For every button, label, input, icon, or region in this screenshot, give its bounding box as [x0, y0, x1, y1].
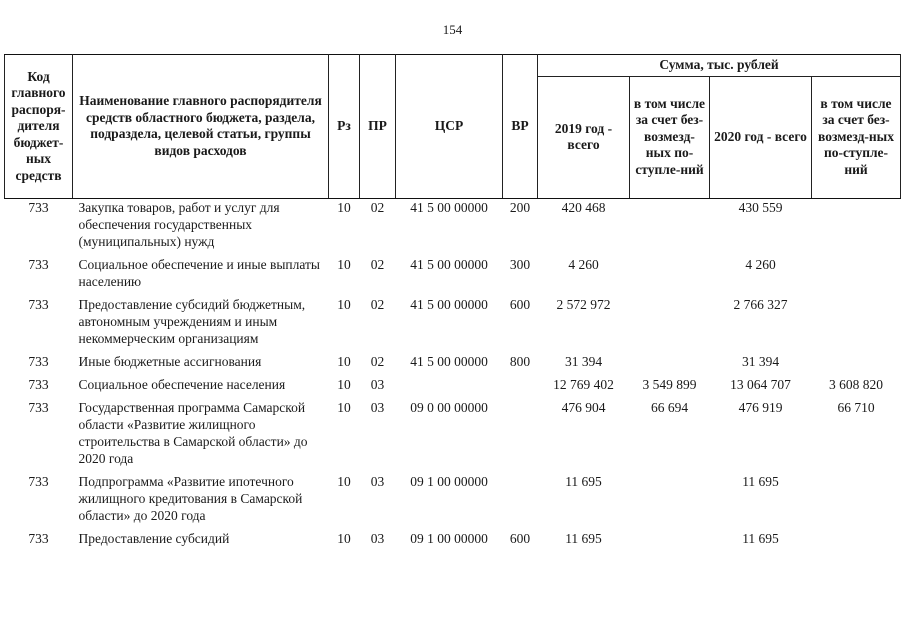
row-2019-free: [630, 198, 710, 256]
row-pr: 03: [370, 473, 385, 489]
row-csr: 41 5 00 00000: [410, 296, 488, 312]
row-2019-total: 11 695: [565, 473, 602, 489]
header-csr: ЦСР: [396, 55, 503, 199]
row-2019-total: 31 394: [564, 353, 603, 369]
row-code: 733: [28, 199, 49, 215]
row-2019-free: 66 694: [650, 399, 689, 415]
row-rz: 10: [337, 353, 351, 369]
row-2020-total: 13 064 707: [730, 376, 791, 392]
row-csr: 41 5 00 00000: [410, 199, 488, 215]
row-2019-total: 420 468: [561, 199, 606, 215]
header-2020-free: в том числе за счет без-возмезд-ных по-ступле-ний: [812, 76, 901, 198]
row-csr: 41 5 00 00000: [410, 353, 488, 369]
row-2020-free: 66 710: [837, 399, 875, 415]
table-row: [5, 353, 901, 376]
row-csr: [396, 376, 503, 399]
row-pr: 03: [370, 376, 385, 392]
row-2020-free: [812, 353, 901, 376]
header-code: Код главного распоря-дителя бюджет-ных средств: [5, 55, 73, 199]
row-vr: 800: [509, 353, 531, 369]
row-name: Предоставление субсидий бюджетным, автономным учреждениям и иным некоммерческим организациям: [78, 296, 306, 346]
row-2020-total: 2 766 327: [733, 296, 788, 312]
row-rz: 10: [337, 473, 351, 489]
row-name: Социальное обеспечение и иные выплаты населению: [78, 256, 320, 289]
row-2020-free: [812, 473, 901, 530]
table-row: [5, 376, 901, 399]
row-code: 733: [28, 296, 49, 312]
row-pr: 03: [370, 530, 385, 546]
row-2020-free: [812, 256, 901, 296]
row-csr: 09 0 00 00000: [410, 399, 488, 415]
row-code: 733: [28, 399, 49, 415]
header-sum: Сумма, тыс. рублей: [538, 55, 901, 77]
row-2020-total: 11 695: [742, 530, 779, 546]
row-2019-total: 12 769 402: [553, 376, 614, 392]
row-pr: 02: [370, 199, 385, 215]
row-name: Закупка товаров, работ и услуг для обеспечения государственных (муниципальных) нужд: [78, 199, 280, 249]
row-2020-free: 3 608 820: [829, 376, 883, 392]
row-2020-total: 4 260: [745, 256, 776, 272]
row-vr: 200: [509, 199, 531, 215]
row-rz: 10: [337, 376, 351, 392]
header-vr: ВР: [503, 55, 538, 199]
row-code: 733: [28, 530, 49, 546]
row-name: Государственная программа Самарской области «Развитие жилищного строительства в Самарской области» до 2020 года: [78, 399, 308, 466]
row-vr: 600: [509, 530, 531, 546]
row-pr: 02: [370, 353, 385, 369]
row-rz: 10: [337, 199, 351, 215]
row-name: Социальное обеспечение населения: [78, 376, 286, 392]
header-name: Наименование главного распорядителя средств областного бюджета, раздела, подраздела, целевой статьи, группы видов расходов: [73, 55, 329, 199]
row-2020-total: 31 394: [741, 353, 780, 369]
row-2019-total: 11 695: [565, 530, 602, 546]
row-2019-total: 2 572 972: [556, 296, 611, 312]
row-2020-total: 476 919: [738, 399, 783, 415]
row-2019-total: 4 260: [568, 256, 599, 272]
row-2019-free: 3 549 899: [642, 376, 697, 392]
row-2019-total: 476 904: [561, 399, 606, 415]
row-2019-free: [630, 353, 710, 376]
row-rz: 10: [337, 256, 351, 272]
row-code: 733: [28, 376, 49, 392]
row-csr: 09 1 00 00000: [410, 530, 488, 546]
row-rz: 10: [337, 399, 351, 415]
table-row: [5, 530, 901, 553]
header-rz: Рз: [329, 55, 360, 199]
row-vr: 600: [509, 296, 531, 312]
table-body: [5, 198, 901, 553]
row-rz: 10: [337, 530, 351, 546]
header-2019-free: в том числе за счет без-возмезд-ных по-ступле-ний: [630, 76, 710, 198]
row-code: 733: [28, 353, 49, 369]
row-code: 733: [28, 473, 49, 489]
table-header: [5, 55, 901, 199]
row-vr: 300: [509, 256, 531, 272]
row-2019-free: [630, 296, 710, 353]
row-2020-free: [812, 296, 901, 353]
row-csr: 41 5 00 00000: [410, 256, 488, 272]
table-row: [5, 198, 901, 256]
row-rz: 10: [337, 296, 351, 312]
header-2019-total: 2019 год - всего: [538, 76, 630, 198]
table-row: [5, 296, 901, 353]
row-code: 733: [28, 256, 49, 272]
table-row: [5, 256, 901, 296]
row-2020-free: [812, 198, 901, 256]
row-2020-total: 430 559: [738, 199, 783, 215]
row-pr: 02: [370, 296, 385, 312]
row-2019-free: [630, 256, 710, 296]
budget-table: [4, 54, 901, 553]
table-row: [5, 473, 901, 530]
row-vr: [503, 399, 538, 473]
row-name: Предоставление субсидий: [78, 530, 230, 546]
row-pr: 03: [370, 399, 385, 415]
row-2020-total: 11 695: [742, 473, 779, 489]
row-csr: 09 1 00 00000: [410, 473, 488, 489]
row-name: Иные бюджетные ассигнования: [78, 353, 262, 369]
row-2019-free: [630, 473, 710, 530]
row-pr: 02: [370, 256, 385, 272]
row-vr: [503, 473, 538, 530]
row-name: Подпрограмма «Развитие ипотечного жилищного кредитования в Самарской области» до 2020 года: [78, 473, 303, 523]
header-2020-total: 2020 год - всего: [710, 76, 812, 198]
row-2019-free: [630, 530, 710, 553]
page-number: 154: [442, 22, 463, 37]
table-row: [5, 399, 901, 473]
row-vr: [503, 376, 538, 399]
row-2020-free: [812, 530, 901, 553]
header-pr: ПР: [360, 55, 396, 199]
